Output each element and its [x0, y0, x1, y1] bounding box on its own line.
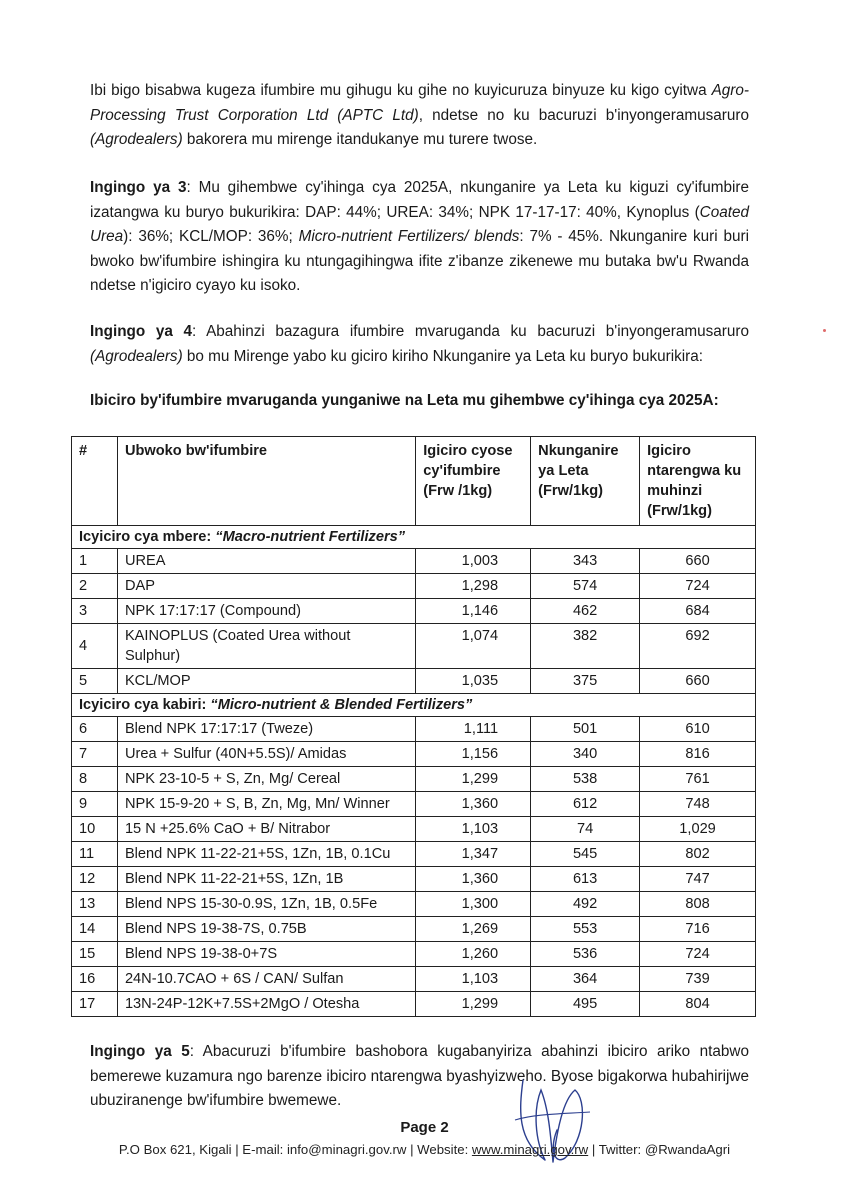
- header-total-price: Igiciro cyose cy'ifumbire (Frw /1kg): [416, 437, 531, 526]
- table-row: [72, 992, 756, 1017]
- footer-text: | Twitter: @RwandaAgri: [588, 1142, 731, 1157]
- cell-subsidy: 545: [531, 842, 640, 867]
- text-run-italic: Agro-Processing Trust Corporation Ltd (APTC Ltd): [90, 82, 749, 124]
- cell-total-price: 1,103: [416, 817, 531, 842]
- cell-total-price: 1,360: [416, 792, 531, 817]
- text-run-italic: (Agrodealers): [90, 131, 183, 148]
- paragraph-article-5: [90, 1040, 749, 1114]
- cell-total-price: 1,269: [416, 917, 531, 942]
- section-prefix: Icyiciro cya kabiri:: [79, 697, 211, 713]
- text-run: bo mu Mirenge yabo ku giciro kiriho Nkunganire ya Leta ku buryo bukurikira:: [182, 347, 704, 365]
- cell-fertilizer-name: UREA: [117, 549, 415, 574]
- cell-subsidy: 382: [531, 624, 640, 669]
- article-label: Ingingo ya 5: [90, 1043, 190, 1060]
- cell-subsidy: 364: [531, 967, 640, 992]
- cell-subsidy: 574: [531, 574, 640, 599]
- table-row: [72, 767, 756, 792]
- header-farmer-max-price: Igiciro ntarengwa ku muhinzi (Frw/1kg): [640, 437, 756, 526]
- cell-number: 6: [72, 717, 118, 742]
- cell-total-price: 1,035: [416, 669, 531, 694]
- cell-total-price: 1,299: [416, 992, 531, 1017]
- text-run: : Abacuruzi b'ifumbire bashobora kugabanyiriza abahinzi ibiciro ariko ntabwo bemerewe kuzamura ngo barenze ibiciro ntarengwa byashyizweho. Byose bigakorwa hubahirijwe ubuziranenge bw'ifumbire bwemewe.: [90, 1043, 749, 1109]
- header-government-subsidy: Nkunganire ya Leta (Frw/1kg): [531, 437, 640, 526]
- cell-number: 2: [72, 574, 118, 599]
- cell-fertilizer-name: DAP: [117, 574, 415, 599]
- cell-subsidy: 501: [531, 717, 640, 742]
- fertilizer-price-table: [71, 436, 756, 1017]
- text-run: : Mu gihembwe cy'ihinga cya 2025A, nkunganire ya Leta ku kiguzi cy'ifumbire izatangwa ku buryo bukurikira: DAP: 44%; UREA: 34%; NPK 17-17-17: 40%, Kynoplus (: [90, 179, 749, 221]
- cell-number: 8: [72, 767, 118, 792]
- cell-fertilizer-name: Blend NPS 19-38-7S, 0.75B: [117, 917, 415, 942]
- table-row: [72, 842, 756, 867]
- table-row: [72, 624, 756, 669]
- table-row: [72, 917, 756, 942]
- section-prefix: Icyiciro cya mbere:: [79, 529, 216, 545]
- cell-total-price: 1,298: [416, 574, 531, 599]
- cell-farmer-price: 761: [640, 767, 756, 792]
- cell-number: 13: [72, 892, 118, 917]
- header-number: #: [72, 437, 118, 526]
- text-run: ): 36%; KCL/MOP: 36%;: [123, 228, 299, 245]
- cell-number: 17: [72, 992, 118, 1017]
- cell-total-price: 1,347: [416, 842, 531, 867]
- cell-fertilizer-name: 24N-10.7CAO + 6S / CAN/ Sulfan: [117, 967, 415, 992]
- cell-total-price: 1,299: [416, 767, 531, 792]
- cell-farmer-price: 724: [640, 942, 756, 967]
- cell-subsidy: 340: [531, 742, 640, 767]
- text-run: , ndetse no ku bacuruzi b'inyongeramusaruro: [418, 106, 749, 124]
- header-fertilizer-type: Ubwoko bw'ifumbire: [117, 437, 415, 526]
- table-row: [72, 892, 756, 917]
- cell-fertilizer-name: 13N-24P-12K+7.5S+2MgO / Otesha: [117, 992, 415, 1017]
- scan-speck: [823, 329, 826, 332]
- table-row: [72, 599, 756, 624]
- cell-fertilizer-name: KCL/MOP: [117, 669, 415, 694]
- cell-number: 12: [72, 867, 118, 892]
- table-row: [72, 942, 756, 967]
- paragraph-article-4: [90, 320, 749, 369]
- table-caption: Ibiciro by'ifumbire mvaruganda yunganiwe na Leta mu gihembwe cy'ihinga cya 2025A:: [90, 392, 719, 409]
- cell-total-price: 1,074: [416, 624, 531, 669]
- cell-fertilizer-name: Blend NPS 15-30-0.9S, 1Zn, 1B, 0.5Fe: [117, 892, 415, 917]
- footer-text: P.O Box 621, Kigali | E-mail: info@minagri.gov.rw | Website:: [118, 1142, 472, 1157]
- paragraph-distribution: [90, 79, 749, 153]
- cell-farmer-price: 684: [640, 599, 756, 624]
- table-header-row: [72, 437, 756, 526]
- cell-fertilizer-name: Blend NPK 11-22-21+5S, 1Zn, 1B, 0.1Cu: [117, 842, 415, 867]
- cell-number: 7: [72, 742, 118, 767]
- text-run: bakorera mu mirenge itandukanye mu turere twose.: [182, 131, 538, 148]
- table-row: [72, 742, 756, 767]
- cell-farmer-price: 724: [640, 574, 756, 599]
- cell-total-price: 1,003: [416, 549, 531, 574]
- cell-number: 9: [72, 792, 118, 817]
- footer-contact: [0, 1142, 849, 1157]
- cell-subsidy: 74: [531, 817, 640, 842]
- section-title: [72, 526, 756, 549]
- cell-subsidy: 553: [531, 917, 640, 942]
- cell-farmer-price: 692: [640, 624, 756, 669]
- cell-farmer-price: 716: [640, 917, 756, 942]
- section-name: “Micro-nutrient & Blended Fertilizers”: [210, 697, 473, 713]
- cell-number: 11: [72, 842, 118, 867]
- cell-fertilizer-name: 15 N +25.6% CaO + B/ Nitrabor: [117, 817, 415, 842]
- cell-farmer-price: 802: [640, 842, 756, 867]
- cell-total-price: 1,300: [416, 892, 531, 917]
- text-run-italic: (Agrodealers): [90, 347, 183, 365]
- cell-fertilizer-name: Urea + Sulfur (40N+5.5S)/ Amidas: [117, 742, 415, 767]
- section-name: “Macro-nutrient Fertilizers”: [215, 529, 406, 545]
- cell-farmer-price: 804: [640, 992, 756, 1017]
- cell-fertilizer-name: Blend NPK 17:17:17 (Tweze): [117, 717, 415, 742]
- cell-number: 5: [72, 669, 118, 694]
- cell-subsidy: 538: [531, 767, 640, 792]
- cell-subsidy: 375: [531, 669, 640, 694]
- text-run: : Abahinzi bazagura ifumbire mvaruganda ku bacuruzi b'inyongeramusaruro: [192, 323, 750, 340]
- article-label: Ingingo ya 3: [90, 179, 187, 196]
- website-link[interactable]: www.minagri.gov.rw: [471, 1142, 589, 1157]
- cell-number: 3: [72, 599, 118, 624]
- cell-total-price: 1,260: [416, 942, 531, 967]
- cell-subsidy: 612: [531, 792, 640, 817]
- cell-farmer-price: 739: [640, 967, 756, 992]
- table-row: [72, 669, 756, 694]
- text-run: : 7% - 45%. Nkunganire kuri buri bwoko bw'ifumbire ishingira ku ntungagihingwa ifite z'ibanze zikenewe mu butaka bw'u Rwanda ndetse n'igiciro cyayo ku isoko.: [90, 228, 749, 294]
- cell-total-price: 1,146: [416, 599, 531, 624]
- text-run-italic: Coated Urea: [90, 203, 749, 245]
- cell-number: 1: [72, 549, 118, 574]
- table-row: [72, 792, 756, 817]
- section-header-macro: [72, 526, 756, 549]
- cell-subsidy: 343: [531, 549, 640, 574]
- page-number: Page 2: [400, 1119, 449, 1136]
- table-row: [72, 549, 756, 574]
- cell-total-price: 1,156: [416, 742, 531, 767]
- cell-fertilizer-name: NPK 15-9-20 + S, B, Zn, Mg, Mn/ Winner: [117, 792, 415, 817]
- cell-subsidy: 536: [531, 942, 640, 967]
- cell-number: 15: [72, 942, 118, 967]
- cell-subsidy: 462: [531, 599, 640, 624]
- cell-number: 16: [72, 967, 118, 992]
- cell-fertilizer-name: NPK 23-10-5 + S, Zn, Mg/ Cereal: [117, 767, 415, 792]
- table-row: [72, 967, 756, 992]
- section-title: [72, 694, 756, 717]
- text-run-italic: Micro-nutrient Fertilizers/ blends: [298, 228, 520, 245]
- table-row: [72, 817, 756, 842]
- cell-farmer-price: 748: [640, 792, 756, 817]
- table-row: [72, 867, 756, 892]
- cell-subsidy: 495: [531, 992, 640, 1017]
- cell-fertilizer-name: Blend NPK 11-22-21+5S, 1Zn, 1B: [117, 867, 415, 892]
- article-label: Ingingo ya 4: [90, 323, 193, 340]
- cell-fertilizer-name: NPK 17:17:17 (Compound): [117, 599, 415, 624]
- paragraph-article-3: [90, 176, 749, 299]
- table-body: [72, 526, 756, 1017]
- cell-fertilizer-name: Blend NPS 19-38-0+7S: [117, 942, 415, 967]
- cell-farmer-price: 747: [640, 867, 756, 892]
- cell-number: 4: [72, 624, 118, 669]
- cell-number: 10: [72, 817, 118, 842]
- text-run: Ibi bigo bisabwa kugeza ifumbire mu gihugu ku gihe no kuyicuruza binyuze ku kigo cyitwa: [90, 82, 712, 99]
- cell-farmer-price: 660: [640, 549, 756, 574]
- table-row: [72, 717, 756, 742]
- cell-farmer-price: 1,029: [640, 817, 756, 842]
- cell-fertilizer-name: KAINOPLUS (Coated Urea without Sulphur): [117, 624, 415, 669]
- cell-total-price: 1,111: [416, 717, 531, 742]
- cell-total-price: 1,360: [416, 867, 531, 892]
- cell-farmer-price: 816: [640, 742, 756, 767]
- cell-number: 14: [72, 917, 118, 942]
- cell-farmer-price: 610: [640, 717, 756, 742]
- table-row: [72, 574, 756, 599]
- cell-farmer-price: 808: [640, 892, 756, 917]
- cell-subsidy: 613: [531, 867, 640, 892]
- cell-total-price: 1,103: [416, 967, 531, 992]
- section-header-micro: [72, 694, 756, 717]
- cell-farmer-price: 660: [640, 669, 756, 694]
- cell-subsidy: 492: [531, 892, 640, 917]
